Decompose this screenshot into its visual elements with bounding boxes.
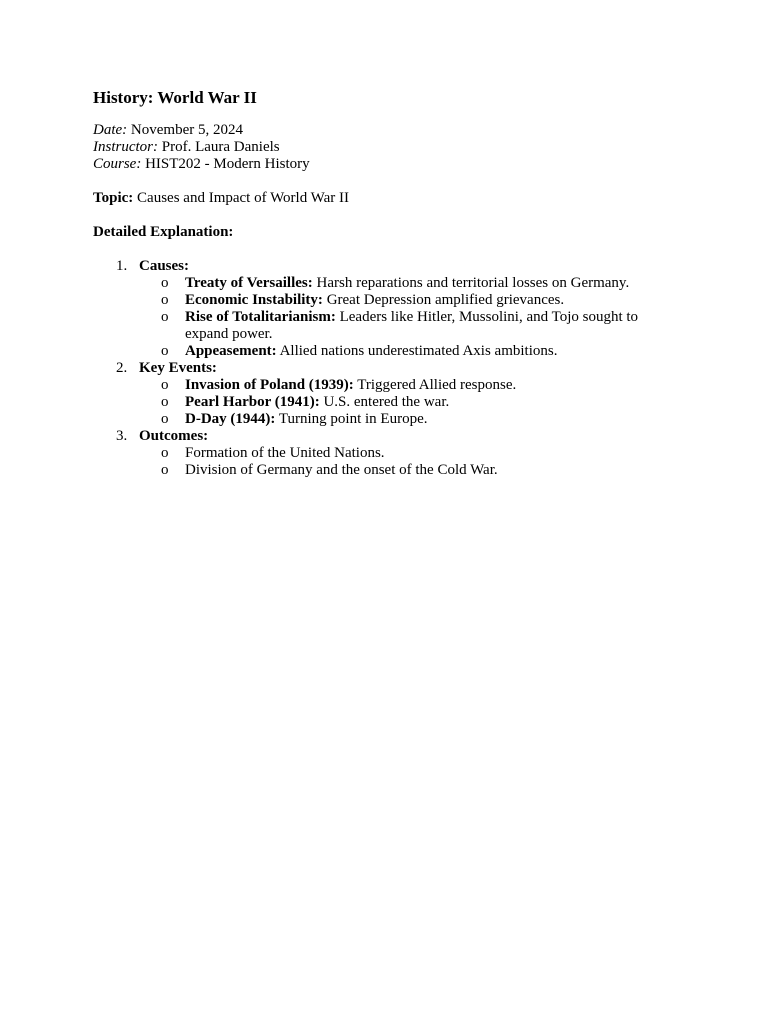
item-term: Economic Instability:	[185, 292, 323, 308]
section-item	[93, 360, 673, 428]
section-item	[93, 428, 673, 479]
meta-course	[93, 156, 673, 173]
item-text: Triggered Allied response.	[353, 377, 517, 393]
item-term: Pearl Harbor (1941):	[185, 394, 320, 410]
list-item	[139, 309, 673, 343]
meta-date	[93, 122, 673, 139]
bullet-icon: o	[161, 445, 169, 461]
item-term: Invasion of Poland (1939):	[185, 377, 354, 393]
item-text: Allied nations underestimated Axis ambitions.	[276, 343, 558, 359]
list-item	[139, 292, 673, 309]
bullet-icon: o	[161, 343, 169, 359]
item-text: Formation of the United Nations.	[185, 445, 385, 461]
list-item	[139, 377, 673, 394]
item-term: Appeasement:	[185, 343, 277, 359]
document-title: History: World War II	[93, 88, 257, 107]
bullet-icon: o	[161, 292, 169, 308]
item-text: Division of Germany and the onset of the Cold War.	[185, 462, 498, 478]
meta-date-value: November 5, 2024	[127, 122, 243, 138]
sections-list	[93, 258, 673, 479]
meta-instructor-key: Instructor:	[93, 139, 158, 155]
item-text: Harsh reparations and territorial losses on Germany.	[312, 275, 630, 291]
detail-heading: Detailed Explanation:	[93, 224, 234, 240]
section-bullets	[139, 445, 673, 479]
list-item	[139, 394, 673, 411]
document-page	[93, 88, 673, 479]
section-bullets	[139, 275, 673, 360]
bullet-icon: o	[161, 377, 169, 393]
item-term: Treaty of Versailles:	[185, 275, 313, 291]
item-text: Leaders like Hitler, Mussolini, and Tojo sought to expand power.	[185, 309, 639, 342]
topic-value: Causes and Impact of World War II	[133, 190, 350, 206]
item-text: U.S. entered the war.	[319, 394, 450, 410]
section-label: Causes:	[139, 258, 190, 274]
list-item	[139, 462, 673, 479]
list-item	[139, 343, 673, 360]
meta-date-key: Date:	[93, 122, 128, 138]
bullet-icon: o	[161, 394, 169, 410]
meta-instructor-value: Prof. Laura Daniels	[158, 139, 280, 155]
meta-course-value: HIST202 - Modern History	[141, 156, 310, 172]
section-label: Key Events:	[139, 360, 217, 376]
bullet-icon: o	[161, 411, 169, 427]
list-item	[139, 445, 673, 462]
section-item	[93, 258, 673, 360]
list-item	[139, 275, 673, 292]
section-number: 1.	[116, 258, 128, 274]
item-text: Turning point in Europe.	[275, 411, 428, 427]
bullet-icon: o	[161, 462, 169, 478]
topic-key: Topic:	[93, 190, 134, 206]
bullet-icon: o	[161, 275, 169, 291]
bullet-icon: o	[161, 309, 169, 325]
section-number: 3.	[116, 428, 128, 444]
meta-course-key: Course:	[93, 156, 142, 172]
meta-block	[93, 122, 673, 173]
topic-line	[93, 190, 673, 207]
item-term: D-Day (1944):	[185, 411, 276, 427]
item-text: Great Depression amplified grievances.	[322, 292, 565, 308]
section-bullets	[139, 377, 673, 428]
meta-instructor	[93, 139, 673, 156]
item-term: Rise of Totalitarianism:	[185, 309, 336, 325]
section-label: Outcomes:	[139, 428, 209, 444]
section-number: 2.	[116, 360, 128, 376]
list-item	[139, 411, 673, 428]
